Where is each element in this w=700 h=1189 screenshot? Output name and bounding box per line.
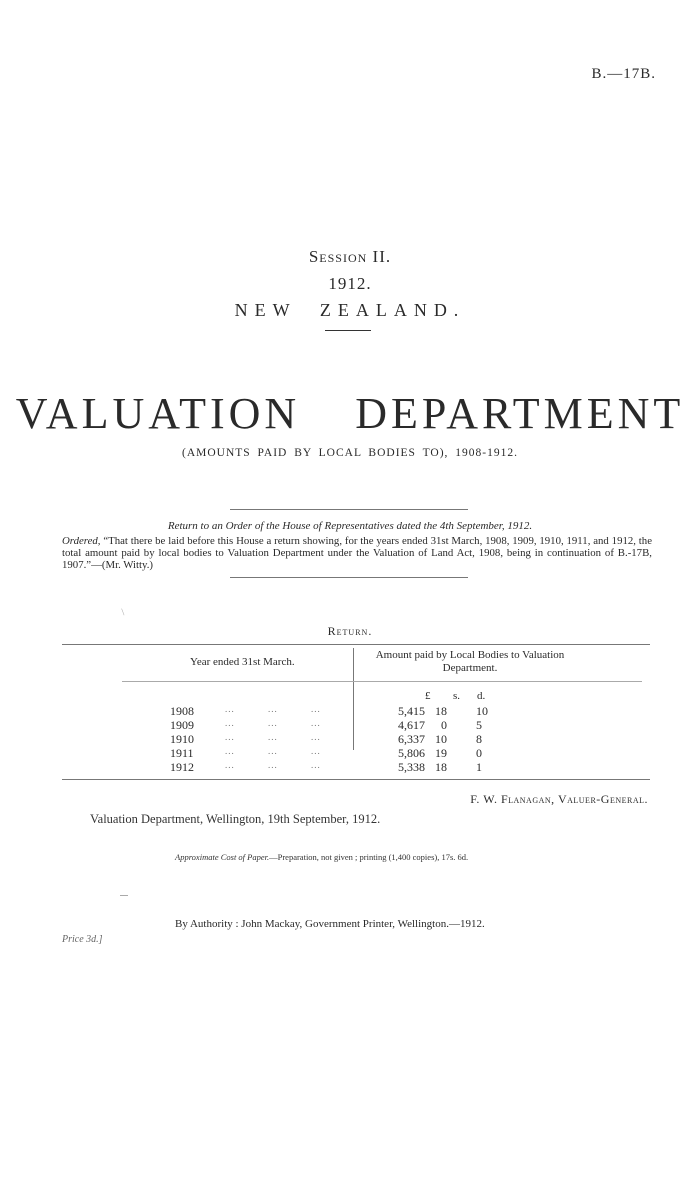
row-year: 1912 [170, 760, 194, 774]
leader-dots: ... ... ... [225, 704, 321, 714]
table-heading: Return. [327, 624, 373, 638]
column-header-amount: Amount paid by Local Bodies to Valuation Department. [375, 649, 565, 674]
leader-dots: ... ... ... [225, 760, 321, 770]
row-pounds: 5,415 [398, 704, 425, 718]
table-bottom-rule [62, 779, 650, 780]
row-pounds: 4,617 [398, 718, 425, 732]
country-label: NEW ZEALAND. [234, 300, 466, 320]
row-shillings: 18 [435, 760, 447, 774]
divider [230, 509, 468, 510]
leader-dots: ... ... ... [225, 718, 321, 728]
row-pounds: 6,337 [398, 732, 425, 746]
row-year: 1911 [170, 746, 194, 760]
price-label: Price 3d.] [62, 934, 103, 945]
row-shillings: 0 [441, 718, 447, 732]
unit-pounds: £ [425, 690, 431, 702]
table-top-rule [62, 644, 650, 645]
row-pounds: 5,338 [398, 760, 425, 774]
column-header-year: Year ended 31st March. [190, 656, 295, 668]
row-shillings: 18 [435, 704, 447, 718]
page-title: VALUATION DEPARTMENT [15, 389, 685, 438]
row-year: 1909 [170, 718, 194, 732]
row-year: 1908 [170, 704, 194, 718]
printer-imprint: By Authority : John Mackay, Government Printer, Wellington.—1912. [175, 918, 485, 930]
divider [325, 330, 371, 331]
cost-text: —Preparation, not given ; printing (1,400 copies), 17s. 6d. [269, 852, 469, 862]
session-label: Session II. [308, 247, 392, 266]
row-shillings: 19 [435, 746, 447, 760]
table-row [0, 704, 700, 718]
return-order-line: Return to an Order of the House of Representatives dated the 4th September, 1912. [167, 520, 533, 532]
document-reference: B.—17B. [591, 66, 656, 82]
order-text: “That there be laid before this House a return showing, for the years ended 31st March, 1908, 1909, 1910, 1911, and 1912, the total amount paid by local bodies to Valuation Department under the Valuation of Land Act, 1908, being in continuation of B.-17B, 1907.”—(Mr. Witty.) [62, 535, 652, 571]
unit-pence: d. [477, 690, 486, 702]
table-row [0, 746, 700, 760]
page-subtitle: (AMOUNTS PAID BY LOCAL BODIES TO), 1908-1912. [181, 447, 519, 459]
row-shillings: 10 [435, 732, 447, 746]
row-pence: 1 [476, 760, 482, 774]
row-pence: 5 [476, 718, 482, 732]
row-pounds: 5,806 [398, 746, 425, 760]
cost-label: Approximate Cost of Paper. [175, 852, 270, 862]
year-label: 1912. [328, 274, 372, 293]
table-row [0, 718, 700, 732]
order-lead: Ordered, [62, 535, 101, 547]
cost-note [175, 852, 468, 862]
row-pence: 10 [476, 704, 488, 718]
row-pence: 8 [476, 732, 482, 746]
row-pence: 0 [476, 746, 482, 760]
leader-dots: ... ... ... [225, 732, 321, 742]
signature: F. W. Flanagan, Valuer-General. [470, 792, 648, 806]
location-date: Valuation Department, Wellington, 19th September, 1912. [90, 812, 381, 826]
table-header-rule [122, 681, 642, 682]
unit-shillings: s. [453, 690, 461, 702]
divider [230, 577, 468, 578]
divider [120, 895, 128, 896]
table-row [0, 760, 700, 774]
table-row [0, 732, 700, 746]
row-year: 1910 [170, 732, 194, 746]
leader-dots: ... ... ... [225, 746, 321, 756]
order-paragraph [62, 535, 652, 571]
stray-mark: / [118, 607, 128, 618]
